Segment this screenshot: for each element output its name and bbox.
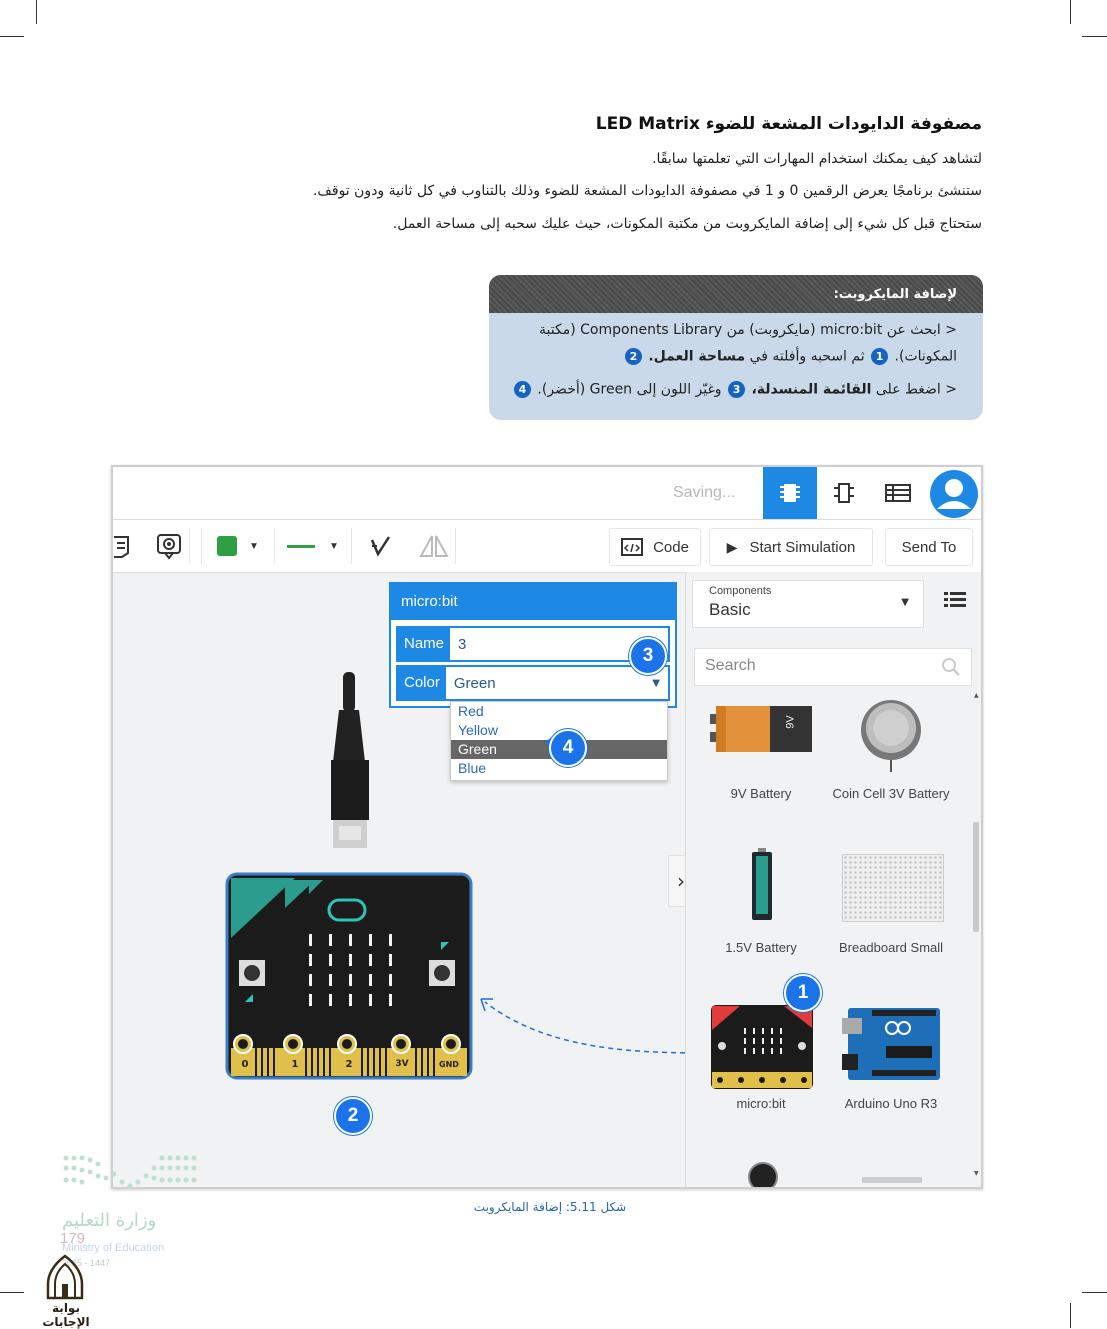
- microbit-board: [225, 872, 473, 1084]
- step-badge: 2: [334, 1097, 372, 1135]
- pin-label: 3V: [395, 1059, 409, 1069]
- component-label: 1.5V Battery: [725, 940, 797, 955]
- step-number: 1: [871, 348, 888, 365]
- components-value: Basic: [709, 600, 751, 619]
- component-coin-cell[interactable]: [826, 694, 956, 824]
- component-label: Arduino Uno R3: [844, 1096, 938, 1111]
- list-view-button[interactable]: [944, 590, 968, 614]
- chevron-down-icon: ▼: [901, 597, 909, 608]
- wire-line-icon: [287, 545, 315, 548]
- scroll-down-icon: ▼: [974, 1170, 979, 1177]
- crop-mark: [1082, 1292, 1107, 1293]
- component-breadboard-small[interactable]: [826, 844, 956, 954]
- color-option-green[interactable]: Green: [451, 740, 667, 759]
- component-1-5v-battery[interactable]: [696, 844, 826, 954]
- toggle-notes-button[interactable]: [149, 528, 190, 564]
- crop-mark: [1070, 1303, 1071, 1328]
- schematic-view-button[interactable]: [817, 467, 871, 519]
- list-view-icon: [944, 590, 966, 610]
- color-dropdown[interactable]: [396, 665, 670, 701]
- circuit-view-button[interactable]: [763, 467, 817, 519]
- component-microbit[interactable]: [696, 1000, 826, 1120]
- drag-arrow: [473, 987, 713, 1087]
- name-label: Name: [398, 628, 450, 660]
- user-avatar[interactable]: [929, 469, 979, 519]
- instruction-line: المكونات). 1 ثم اسحبه وأفلته في مساحة العمل. 2: [497, 348, 957, 365]
- rotate-button[interactable]: [361, 528, 399, 564]
- arduino-icon: [842, 1006, 942, 1082]
- avatar-icon: [929, 469, 979, 519]
- watermark-logo-icon: [44, 1254, 86, 1300]
- search-input[interactable]: [694, 648, 972, 686]
- step-number: 2: [625, 348, 642, 365]
- coin-cell-icon: [858, 694, 924, 774]
- component-partial-item: [862, 1177, 922, 1183]
- ministry-english: Ministry of Education: [62, 1242, 165, 1254]
- name-value: 3: [458, 635, 467, 653]
- components-dropdown[interactable]: [692, 580, 924, 628]
- paragraph: ستنشئ برنامجًا يعرض الرقمين 0 و 1 في مصفوفة الدايودات المشعة للضوء وذلك بالتناوب في كل ثانية ودون توقف.: [312, 183, 982, 199]
- chevron-right-icon: ›: [677, 869, 685, 893]
- color-value: Green: [453, 674, 496, 692]
- chevron-down-icon: ▼: [249, 540, 259, 552]
- component-label: micro:bit: [736, 1096, 786, 1111]
- color-option-red[interactable]: Red: [458, 703, 484, 719]
- crop-mark: [0, 36, 24, 37]
- send-to-button[interactable]: Send To: [885, 528, 973, 566]
- component-label: Breadboard Small: [838, 940, 944, 955]
- components-panel: [685, 572, 982, 1187]
- component-arduino-uno[interactable]: [826, 1000, 956, 1120]
- pin-label: 0: [241, 1059, 249, 1070]
- step-number: 3: [728, 381, 745, 398]
- panel-scrollbar[interactable]: [972, 692, 980, 1182]
- instruction-box-title: لإضافة المايكروبت:: [489, 275, 983, 313]
- components-label: Components: [709, 585, 772, 597]
- component-label: Coin Cell 3V Battery: [832, 786, 950, 801]
- flip-icon: [418, 533, 450, 559]
- list-icon: [885, 483, 911, 503]
- inspector-title: micro:bit: [391, 584, 675, 620]
- notes-button[interactable]: [113, 528, 133, 564]
- saving-status: Saving...: [673, 484, 736, 501]
- component-partial-item: [748, 1162, 778, 1189]
- top-bar: [113, 467, 981, 520]
- paragraph: ستحتاج قبل كل شيء إلى إضافة المايكروبت من مكتبة المكونات، حيث عليك سحبه إلى مساحة العمل.: [392, 216, 982, 232]
- microbit-icon: [710, 1004, 814, 1090]
- crop-mark: [0, 1292, 24, 1293]
- schematic-icon: [832, 480, 856, 506]
- rotate-icon: [368, 534, 392, 558]
- watermark-text: بوابة الإجابات: [42, 1301, 90, 1329]
- start-simulation-button[interactable]: ▶ Start Simulation: [709, 528, 873, 566]
- pin-label: 1: [291, 1059, 299, 1070]
- battery-9v-icon: [710, 704, 814, 754]
- step-number: 4: [514, 381, 531, 398]
- pin-label: 2: [345, 1059, 353, 1070]
- figure-caption: شكل 5.11: إضافة المايكروبت: [473, 1200, 627, 1214]
- wire-color-dropdown[interactable]: [201, 528, 275, 564]
- page-heading: مصفوفة الدايودات المشعة للضوء LED Matrix: [595, 114, 982, 134]
- paragraph: لتشاهد كيف يمكنك استخدام المهارات التي تعلمتها سابقًا.: [652, 151, 982, 167]
- crop-mark: [1070, 0, 1071, 24]
- crop-mark: [36, 0, 37, 24]
- ministry-logo-dots: [62, 1152, 198, 1194]
- search-icon: [941, 657, 961, 677]
- scroll-thumb[interactable]: [973, 822, 979, 932]
- component-list-button[interactable]: [871, 467, 925, 519]
- battery-aa-icon: [750, 848, 774, 924]
- play-icon: ▶: [726, 538, 738, 555]
- instruction-line: < ابحث عن micro:bit (مايكروبت) من Components Library (مكتبة: [539, 322, 957, 338]
- scroll-up-icon: ▲: [974, 692, 979, 699]
- pin-label: GND: [439, 1060, 459, 1069]
- notes-icon: [114, 533, 132, 559]
- usb-cable: [309, 672, 389, 852]
- component-label: 9V Battery: [730, 786, 792, 801]
- step-badge: 3: [629, 637, 667, 675]
- wire-type-dropdown[interactable]: [275, 528, 352, 564]
- step-badge: 1: [784, 974, 822, 1012]
- instruction-box: [489, 275, 983, 420]
- search-placeholder: Search: [705, 657, 756, 674]
- ministry-year: 2025 - 1447: [62, 1258, 111, 1268]
- toolbar: [113, 520, 981, 573]
- chevron-down-icon: ▼: [652, 677, 660, 689]
- tinkercad-screenshot: [111, 465, 983, 1189]
- color-option-yellow[interactable]: Yellow: [458, 722, 498, 738]
- color-option-blue[interactable]: Blue: [458, 760, 487, 776]
- ministry-arabic: وزارة التعليم: [62, 1210, 157, 1231]
- instruction-line: < اضغط على القائمة المنسدلة، 3 وغيّر اللون إلى Green (أخضر). 4: [497, 381, 957, 398]
- green-swatch-icon: [217, 536, 237, 556]
- page-number: 179: [60, 1230, 86, 1247]
- breadboard-icon: [842, 854, 944, 922]
- battery-label: 9V: [784, 715, 797, 729]
- chip-icon: [778, 480, 802, 506]
- component-9v-battery[interactable]: [696, 694, 826, 804]
- step-badge: 4: [549, 729, 587, 767]
- code-button[interactable]: Code: [609, 528, 701, 566]
- crop-mark: [1082, 36, 1107, 37]
- chevron-down-icon: ▼: [329, 540, 339, 552]
- color-label: Color: [398, 667, 446, 699]
- note-visibility-icon: [155, 532, 183, 560]
- flip-button[interactable]: [413, 528, 456, 564]
- code-icon: [621, 538, 643, 556]
